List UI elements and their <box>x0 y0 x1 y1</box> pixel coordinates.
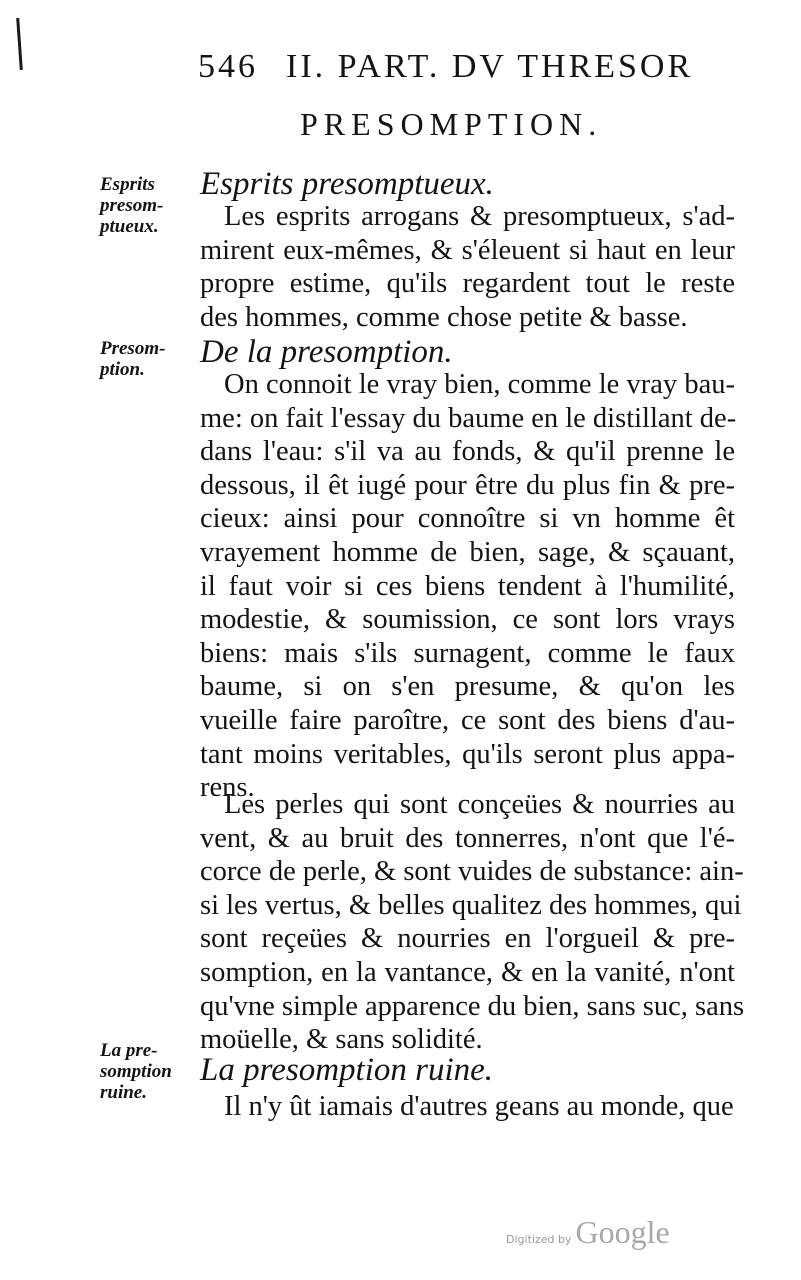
text-line: corce de perle, & sont vuides de substance: ain- <box>200 856 744 888</box>
paragraph-perles <box>200 788 745 1057</box>
paragraph-geans <box>200 1090 735 1124</box>
running-header <box>198 48 694 86</box>
subheading-esprits: Esprits presomptueux. <box>200 166 494 202</box>
text-line: cieux: ainsi pour connoître si vn homme êt <box>200 503 735 535</box>
text-line: somption, en la vantance, & en la vanité, n'ont <box>200 956 735 988</box>
text-line: On connoit le vray bien, comme le vray bau- <box>224 369 735 400</box>
text-line: dessous, il êt iugé pour être du plus fin & pre- <box>200 469 735 501</box>
digitized-by-label: Digitized by <box>506 1233 572 1246</box>
text-line: baume, si on s'en presume, & qu'on les <box>200 671 735 703</box>
margin-note-ruine: La pre- somption ruine. <box>100 1040 172 1103</box>
text-line: il faut voir si ces biens tendent à l'humilité, <box>200 570 735 602</box>
subheading-presomption: De la presomption. <box>200 334 453 370</box>
text-line: vent, & au bruit des tonnerres, n'ont que l'é- <box>200 822 735 854</box>
text-line: mirent eux-mêmes, & s'éleuent si haut en leur <box>200 234 735 266</box>
text-line: Il n'y ût iamais d'autres geans au monde, que <box>224 1091 734 1122</box>
text-line: si les vertus, & belles qualitez des hommes, qui <box>200 889 742 921</box>
paragraph-esprits <box>200 200 735 334</box>
text-line: dans l'eau: s'il va au fonds, & qu'il prenne le <box>200 436 735 468</box>
subheading-ruine: La presomption ruine. <box>200 1052 494 1088</box>
margin-note-presomption: Presom- ption. <box>100 338 166 380</box>
google-logo: Google <box>575 1214 670 1250</box>
text-line: vueille faire paroître, ce sont des biens d'au- <box>200 704 735 736</box>
text-line: moüelle, & sans solidité. <box>200 1024 483 1056</box>
text-line: me: on fait l'essay du baume en le distillant de- <box>200 402 737 434</box>
text-line: des hommes, comme chose petite & basse. <box>200 301 688 333</box>
text-line: tant moins veritables, qu'ils seront plus appa- <box>200 738 735 770</box>
text-line: vrayement homme de bien, sage, & sçauant, <box>200 536 735 568</box>
text-line: sont reçeües & nourries en l'orgueil & pre- <box>200 923 735 955</box>
section-title: PRESOMPTION. <box>300 106 603 142</box>
paragraph-baume <box>200 368 735 805</box>
text-line: qu'vne simple apparence du bien, sans suc, sans <box>200 990 745 1022</box>
text-line: rens. <box>200 772 255 804</box>
page-number: 546 <box>198 48 258 85</box>
text-line: modestie, & soumission, ce sont lors vrays <box>200 604 735 636</box>
margin-note-esprits: Esprits presom- ptueux. <box>100 174 164 237</box>
text-line: Les perles qui sont conçeües & nourries au <box>224 789 735 820</box>
digitization-watermark <box>506 1214 670 1251</box>
text-line: propre estime, qu'ils regardent tout le reste <box>200 268 735 300</box>
text-line: biens: mais s'ils surnagent, comme le faux <box>200 637 735 669</box>
page-edge-mark <box>16 18 23 70</box>
running-title: II. PART. DV THRESOR <box>286 48 694 85</box>
text-line: Les esprits arrogans & presomptueux, s'ad- <box>224 201 735 232</box>
